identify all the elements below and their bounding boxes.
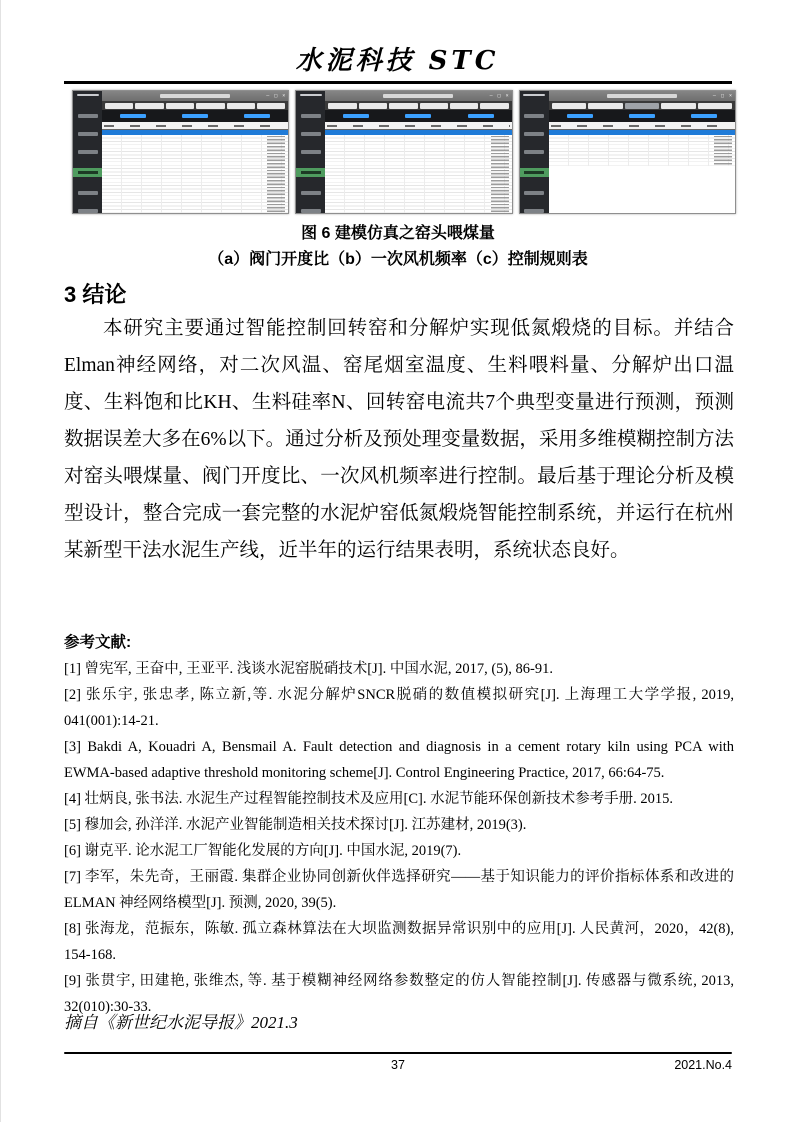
window-controls[interactable]: – □ × (489, 93, 510, 99)
window-content (325, 91, 511, 213)
sidebar-menu-item[interactable] (524, 150, 544, 154)
tab[interactable] (480, 103, 508, 109)
tab[interactable] (588, 103, 622, 109)
sidebar-menu-item[interactable] (301, 114, 321, 118)
footer-rule (64, 1052, 732, 1054)
toolbar-link[interactable] (468, 114, 494, 118)
table-header-row (325, 122, 511, 130)
tab[interactable] (389, 103, 417, 109)
primary-fan-frequency-window (295, 90, 512, 214)
reference-item: [2] 张乐宇, 张忠孝, 陈立新,等. 水泥分解炉SNCR脱硝的数值模拟研究[J]. 上海理工大学学报, 2019, 041(001):14-21. (64, 687, 734, 729)
tab-bar (549, 101, 735, 110)
section-heading-conclusion: 3 结论 (64, 282, 127, 307)
valve-opening-ratio-window (72, 90, 289, 214)
window-content (102, 91, 288, 213)
footer-issue: 2021.No.4 (674, 1058, 732, 1072)
tab[interactable] (698, 103, 732, 109)
sidebar-menu-item[interactable] (78, 114, 98, 118)
table-header-row (102, 122, 288, 130)
tab[interactable] (196, 103, 224, 109)
sidebar-menu-item[interactable] (524, 209, 544, 213)
tab[interactable] (359, 103, 387, 109)
sidebar-menu-item[interactable] (78, 191, 98, 195)
sidebar-app-title (523, 94, 545, 96)
data-table[interactable] (549, 135, 735, 213)
sidebar-menu-item[interactable] (301, 191, 321, 195)
window-title-bar (102, 91, 288, 101)
data-table[interactable] (102, 135, 288, 213)
sidebar-menu (73, 114, 102, 213)
journal-title: 水泥科技 STC (295, 46, 500, 76)
tab[interactable] (625, 103, 659, 109)
table-values-column (491, 135, 509, 214)
sidebar-menu-item[interactable] (301, 209, 321, 213)
tab[interactable] (661, 103, 695, 109)
tab[interactable] (552, 103, 586, 109)
window-title (160, 94, 230, 98)
window-content (549, 91, 735, 213)
reference-item: [9] 张贯宇, 田建艳, 张维杰, 等. 基于模糊神经网络参数整定的仿人智能控制[J]. 传感器与微系统, 2013, 32(010):30-33. (64, 973, 734, 1015)
window-controls[interactable]: – □ × (712, 93, 733, 99)
sidebar (296, 91, 325, 213)
sidebar-menu-item[interactable] (524, 191, 544, 195)
tab[interactable] (420, 103, 448, 109)
toolbar-link[interactable] (120, 114, 146, 118)
sidebar-menu (296, 114, 325, 213)
header-rule (64, 81, 732, 84)
window-title-bar (325, 91, 511, 101)
tab-bar (102, 101, 288, 110)
conclusion-paragraph: 本研究主要通过智能控制回转窑和分解炉实现低氮煅烧的目标。并结合Elman神经网络，对二次风温、窑尾烟室温度、生料喂料量、分解炉出口温度、生料饱和比KH、生料硅率N、回转窑电流共7个典型变量进行预测，预测数据误差大多在6%以下。通过分析及预处理变量数据，采用多维模糊控制方法对窑头喂煤量、阀门开度比、一次风机频率进行控制。最后基于理论分析及模型设计，整合完成一套完整的水泥炉窑低氮煅烧智能控制系统，并运行在杭州某新型干法水泥生产线，近半年的运行结果表明，系统状态良好。 (64, 318, 734, 561)
sidebar-menu-item[interactable] (301, 132, 321, 136)
sidebar-menu-item[interactable] (78, 132, 98, 136)
reference-item: [1] 曾宪军, 王奋中, 王亚平. 浅谈水泥窑脱硝技术[J]. 中国水泥, 2017, (5), 86-91. (64, 661, 553, 677)
window-title-bar (549, 91, 735, 101)
toolbar-link[interactable] (182, 114, 208, 118)
toolbar (325, 110, 511, 122)
sidebar-app-title (300, 94, 322, 96)
tab[interactable] (257, 103, 285, 109)
toolbar-link[interactable] (405, 114, 431, 118)
tab-bar (325, 101, 511, 110)
window-title (383, 94, 453, 98)
tab[interactable] (227, 103, 255, 109)
window-title (607, 94, 677, 98)
tab[interactable] (105, 103, 133, 109)
toolbar-link[interactable] (691, 114, 717, 118)
reference-item: [4] 壮炳良, 张书法. 水泥生产过程智能控制技术及应用[C]. 水泥节能环保创新技术参考手册. 2015. (64, 791, 673, 807)
sidebar-menu-item[interactable] (520, 168, 549, 177)
reference-item: [8] 张海龙，范振东，陈敏. 孤立森林算法在大坝监测数据异常识别中的应用[J]. 人民黄河，2020，42(8), 154-168. (64, 921, 734, 963)
table-values-column (714, 135, 732, 166)
sidebar-menu-item[interactable] (73, 168, 102, 177)
sidebar-menu-item[interactable] (296, 168, 325, 177)
references-heading: 参考文献: (64, 634, 132, 651)
sidebar-menu-item[interactable] (524, 114, 544, 118)
toolbar (549, 110, 735, 122)
table-rows (325, 135, 511, 214)
toolbar-link[interactable] (244, 114, 270, 118)
sidebar (520, 91, 549, 213)
table-rows (102, 135, 288, 214)
window-controls[interactable]: – □ × (266, 93, 287, 99)
toolbar-link[interactable] (567, 114, 593, 118)
sidebar-menu-item[interactable] (301, 150, 321, 154)
tab[interactable] (135, 103, 163, 109)
sidebar (73, 91, 102, 213)
toolbar-link[interactable] (343, 114, 369, 118)
table-values-column (267, 135, 285, 214)
sidebar-menu (520, 114, 549, 213)
reference-item: [7] 李军，朱先奇，王丽霞. 集群企业协同创新伙伴选择研究——基于知识能力的评价指标体系和改进的ELMAN 神经网络模型[J]. 预测, 2020, 39(5). (64, 869, 734, 911)
reference-item: [6] 谢克平. 论水泥工厂智能化发展的方向[J]. 中国水泥, 2019(7). (64, 843, 462, 859)
control-rule-table-window (519, 90, 736, 214)
figure-6-screenshot-strip (72, 90, 736, 213)
data-table[interactable] (325, 135, 511, 213)
sidebar-menu-item[interactable] (78, 209, 98, 213)
tab[interactable] (328, 103, 356, 109)
footer-page-number: 37 (391, 1058, 405, 1072)
tab[interactable] (450, 103, 478, 109)
table-rows (549, 135, 735, 166)
figure-caption-title: 图 6 建模仿真之窑头喂煤量 (301, 225, 495, 242)
figure-caption-subtitle: （a）阀门开度比（b）一次风机频率（c）控制规则表 (208, 251, 588, 268)
reference-item: [3] Bakdi A, Kouadri A, Bensmail A. Fault detection and diagnosis in a cement rotary kiln using PCA with EWMA-based adaptive threshold monitoring scheme[J]. Control Engineering Practice, 2017, 66:64-75. (64, 739, 734, 781)
reference-item: [5] 穆加会, 孙洋洋. 水泥产业智能制造相关技术探讨[J]. 江苏建材, 2019(3). (64, 817, 527, 833)
toolbar (102, 110, 288, 122)
references-list (64, 656, 734, 1020)
source-note: 摘自《新世纪水泥导报》2021.3 (64, 1013, 298, 1032)
sidebar-app-title (77, 94, 99, 96)
toolbar-link[interactable] (629, 114, 655, 118)
sidebar-menu-item[interactable] (78, 150, 98, 154)
sidebar-menu-item[interactable] (524, 132, 544, 136)
table-header-row (549, 122, 735, 130)
tab[interactable] (166, 103, 194, 109)
